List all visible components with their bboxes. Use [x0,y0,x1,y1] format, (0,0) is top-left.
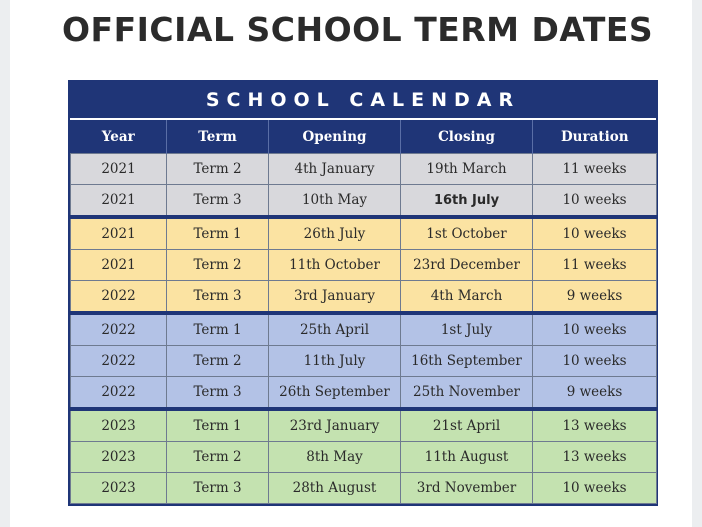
cell-opening: 23rd January [269,409,401,442]
table-row [71,313,657,346]
cell-duration: 9 weeks [533,281,657,314]
cell-year: 2023 [71,409,167,442]
cell-duration: 10 weeks [533,313,657,346]
cell-opening: 8th May [269,442,401,473]
cell-duration: 11 weeks [533,154,657,185]
table-row [71,442,657,473]
cell-term: Term 3 [167,473,269,504]
table-row [71,250,657,281]
cell-year: 2022 [71,377,167,410]
cell-opening: 26th July [269,217,401,250]
cell-duration: 11 weeks [533,250,657,281]
cell-term: Term 3 [167,377,269,410]
cell-year: 2023 [71,473,167,504]
table-row [71,473,657,504]
column-header-opening: Opening [269,120,401,154]
table-row [71,217,657,250]
cell-year: 2023 [71,442,167,473]
cell-duration: 10 weeks [533,346,657,377]
cell-term: Term 1 [167,217,269,250]
cell-duration: 10 weeks [533,217,657,250]
cell-year: 2021 [71,217,167,250]
cell-term: Term 2 [167,442,269,473]
cell-closing: 1st October [401,217,533,250]
cell-opening: 4th January [269,154,401,185]
column-header-duration: Duration [533,120,657,154]
cell-opening: 10th May [269,185,401,218]
cell-term: Term 2 [167,346,269,377]
term-dates-table [70,120,657,504]
cell-opening: 28th August [269,473,401,504]
table-row [71,346,657,377]
table-row [71,377,657,410]
cell-year: 2022 [71,346,167,377]
cell-term: Term 1 [167,409,269,442]
cell-year: 2021 [71,250,167,281]
cell-closing: 1st July [401,313,533,346]
cell-closing: 11th August [401,442,533,473]
cell-opening: 11th October [269,250,401,281]
cell-closing: 16th July [401,185,533,218]
cell-closing: 3rd November [401,473,533,504]
cell-duration: 9 weeks [533,377,657,410]
calendar-banner: SCHOOL CALENDAR [70,82,656,120]
page [10,0,692,527]
table-row [71,154,657,185]
cell-term: Term 2 [167,154,269,185]
cell-year: 2022 [71,281,167,314]
cell-year: 2022 [71,313,167,346]
table-row [71,185,657,218]
cell-opening: 3rd January [269,281,401,314]
cell-duration: 13 weeks [533,409,657,442]
cell-opening: 25th April [269,313,401,346]
header-row [71,120,657,154]
column-header-year: Year [71,120,167,154]
cell-opening: 26th September [269,377,401,410]
cell-closing: 23rd December [401,250,533,281]
table-row [71,281,657,314]
column-header-term: Term [167,120,269,154]
cell-closing: 21st April [401,409,533,442]
cell-opening: 11th July [269,346,401,377]
cell-year: 2021 [71,185,167,218]
cell-term: Term 2 [167,250,269,281]
column-header-closing: Closing [401,120,533,154]
cell-closing: 4th March [401,281,533,314]
cell-closing: 25th November [401,377,533,410]
school-calendar-table [68,80,658,506]
cell-closing: 16th September [401,346,533,377]
cell-duration: 10 weeks [533,185,657,218]
cell-duration: 13 weeks [533,442,657,473]
cell-year: 2021 [71,154,167,185]
table-row [71,409,657,442]
cell-term: Term 3 [167,281,269,314]
cell-term: Term 3 [167,185,269,218]
cell-term: Term 1 [167,313,269,346]
cell-closing: 19th March [401,154,533,185]
page-title: OFFICIAL SCHOOL TERM DATES [62,10,654,49]
cell-duration: 10 weeks [533,473,657,504]
